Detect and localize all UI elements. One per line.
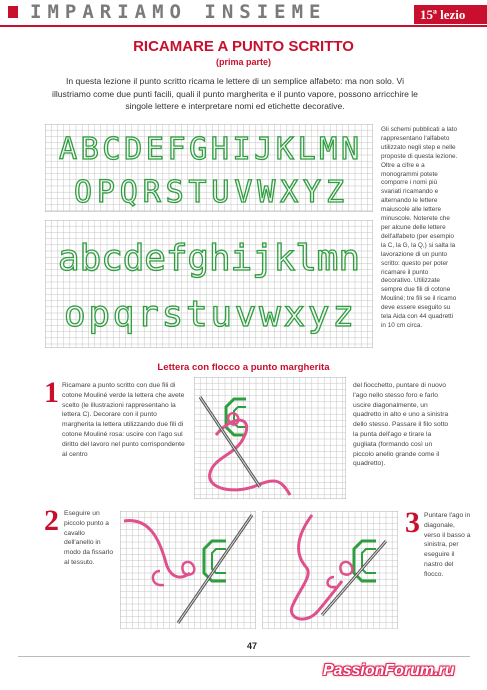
page-title: RICAMARE A PUNTO SCRITTO <box>133 38 354 55</box>
section-title: Lettera con flocco a punto margherita <box>157 362 330 373</box>
step-3-illustration <box>262 511 398 629</box>
step-2-number: 2 <box>44 504 59 537</box>
page-subtitle: (prima parte) <box>215 57 271 67</box>
lowercase-row-1: abcdefghijklmn <box>58 238 360 279</box>
page-header <box>0 0 487 26</box>
header-title: IMPARIAMO INSIEME <box>30 1 327 23</box>
uppercase-alphabet-chart <box>45 124 373 212</box>
step-1-illustration <box>194 377 346 499</box>
uppercase-row-2: OPQRSTUVWXYZ <box>74 175 344 210</box>
side-description: Gli schemi pubblicati a lato rappresentano l'alfabeto utilizzato negli step e nelle proposte di questa lezione. Oltre a cifre e a monogrammi potete comporre i nomi più svariati ricamando e alternando le lettere maiuscole alle lettere minuscole. Noterete che per alcune delle lettere dell'alfabeto (per esempio la C, la G, la Q,) si salta la lavorazione di un punto scritto: questo per poter ricamare il punto decorativo. Utilizzate sempre due fili di cotone Mouliné; tre fili se il ricamo deve essere eseguito su tela Aida con 44 quadretti in 10 cm circa. <box>381 126 458 329</box>
intro-paragraph: In questa lezione il punto scritto ricama le lettere di un semplice alfabeto: ma non solo. Vi illustriamo come due punti facili, quali il punto margherita e il punto vapore, possono arricchire le singole lettere e interpretare nomi ed etichette decorative. <box>52 76 418 111</box>
step-1-number: 1 <box>44 376 59 409</box>
step-2-text: Eseguire un piccolo punto a cavallo dell'anello in modo da fissarlo al tessuto. <box>64 510 114 566</box>
lowercase-row-2: opqrstuvwxyz <box>64 294 354 335</box>
header-marker <box>8 6 18 18</box>
step-2-illustration <box>120 511 256 629</box>
watermark-logo: PassionForum.ru <box>323 662 455 679</box>
page-number: 47 <box>247 641 258 651</box>
footer-rule <box>18 656 470 657</box>
step-3-number: 3 <box>405 506 420 539</box>
header-rule <box>0 25 487 27</box>
lowercase-alphabet-chart <box>45 220 373 348</box>
step-3-text: Puntare l'ago in diagonale, verso il basso a sinistra, per eseguire il nastro del flocco. <box>424 512 471 578</box>
step-1-text-continued: del fiocchetto, puntare di nuovo l'ago nello stesso foro e farlo uscire diagonalmente, un quadretto in alto e uno a sinistra dello stesso. Passare il filo sotto la punta dell'ago e tirare la gugliata (formando così un piccolo anello grande come il quadretto). <box>353 382 449 468</box>
lesson-badge: 15ª lezio <box>414 5 487 24</box>
uppercase-row-1: ABCDEFGHIJKLMN <box>59 132 359 167</box>
step-1-text: Ricamare a punto scritto con due fili di cotone Mouliné verde la lettera che avete scelto (le illustrazioni rappresentano la lettera C). Decorare con il punto margherita la lettera utilizzando due fili di cotone Mouliné rosa: uscire con l'ago sul diritto del lavoro nel punto corrispondente al centro <box>62 382 185 458</box>
